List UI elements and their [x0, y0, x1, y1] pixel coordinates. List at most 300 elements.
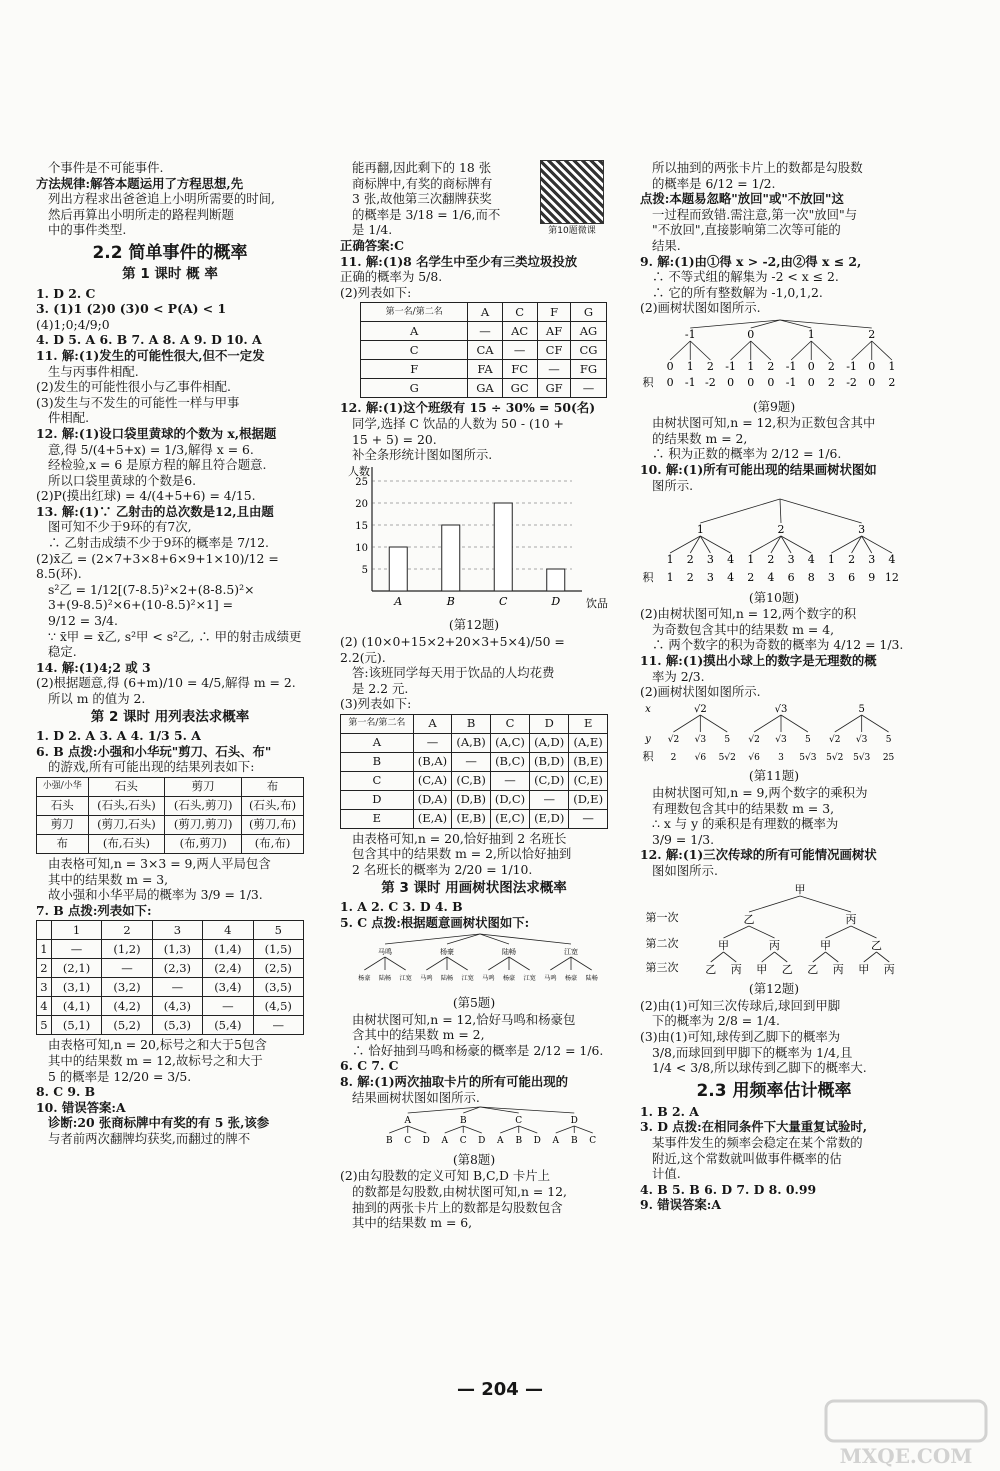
tree-node: -1 — [725, 359, 736, 373]
tree-node: √2 — [667, 734, 680, 745]
tree-node: 5 — [885, 734, 892, 745]
tree-node: 0 — [666, 359, 674, 373]
answer-block — [340, 899, 608, 930]
tree-node: 0 — [747, 375, 755, 389]
answer-line: 9/12 = 3/4. — [48, 613, 118, 629]
tree-branch — [762, 952, 775, 962]
table-cell: CA — [468, 341, 502, 360]
table-row — [361, 379, 607, 398]
table-cell: (5,1) — [51, 1016, 101, 1035]
table-cell: (5,4) — [203, 1016, 253, 1035]
table-cell: (2,4) — [203, 959, 253, 978]
table-cell: (1,2) — [102, 940, 152, 959]
answer-line: 12. 解:(1)这个班级有 15 ÷ 30% = 50(名) — [340, 400, 596, 416]
tree-branch — [800, 896, 851, 912]
table-cell: (D,E) — [569, 790, 608, 809]
answer-line: s²乙 = 1/12[(7-8.5)²×2+(8-8.5)²× — [48, 581, 255, 597]
tree-branch — [550, 957, 571, 970]
answer-line: (2)画树状图如图所示. — [640, 684, 761, 700]
tree-node: 1 — [666, 553, 674, 567]
tree-node: 0 — [747, 327, 755, 341]
answer-line: 然后再算出小明所走的路程判断题 — [48, 206, 234, 222]
answer-line: ∴ 两个数字的积为奇数的概率为 4/12 = 1/3. — [652, 637, 904, 653]
tree-node: 杨豪 — [564, 975, 578, 983]
tree-diagram-12 — [640, 879, 908, 977]
answer-line: 图所示. — [652, 477, 694, 493]
tree-node: √3 — [775, 734, 787, 745]
answer-line: (3)发生与不发生的可能性一样与甲事 — [36, 394, 240, 410]
answer-line: 所以抽到的两张卡片上的数都是勾股数 — [652, 160, 863, 175]
answer-block — [340, 400, 608, 462]
answer-line: (4)1;0;4/9;0 — [36, 316, 110, 332]
table-cell: (3,5) — [253, 978, 303, 997]
tree-diagram-11 — [640, 700, 908, 764]
table-cell: (3,2) — [102, 978, 152, 997]
tree-branch — [364, 957, 385, 970]
bar-B — [442, 525, 460, 591]
table-cell: (剪刀,剪刀) — [165, 815, 242, 834]
tree-branch — [780, 499, 862, 523]
tree-branch — [852, 341, 872, 360]
tree-node: 马鸣 — [544, 975, 557, 983]
answer-block — [36, 1037, 304, 1084]
table-header: 4 — [203, 921, 253, 940]
answer-line: "不放回",直接影响第二次等可能的 — [652, 222, 841, 238]
answer-block — [36, 856, 304, 903]
answer-block — [36, 348, 304, 426]
answer-line: 的结果数 m = 2, — [652, 430, 748, 446]
tree-node: 1 — [747, 359, 755, 373]
answer-line: 8. C 9. B — [36, 1084, 96, 1100]
answer-line: 6. C 7. C — [340, 1058, 399, 1074]
answer-line: 9. 错误答案:A — [640, 1197, 721, 1213]
figure-caption: (第10题) — [748, 589, 800, 605]
tree-branch — [509, 957, 530, 970]
tree-node: A — [404, 1116, 411, 1127]
table-cell: 1 — [37, 940, 52, 959]
answer-line: (2)由(1)可知三次传球后,球回到甲脚 — [640, 997, 841, 1013]
table-cell: (4,3) — [152, 997, 202, 1016]
table-cell: — — [490, 771, 529, 790]
tree-node: 3 — [868, 553, 876, 567]
answer-block — [640, 785, 908, 847]
tree-branch — [519, 1126, 538, 1133]
answer-line: 4. B 5. B 6. D 7. D 8. 0.99 — [640, 1181, 817, 1197]
table-cell: (C,B) — [452, 771, 491, 790]
tree-node: 2 — [777, 523, 785, 537]
tree-node: -1 — [684, 375, 696, 389]
answer-line: ∴ 恰好抽到马鸣和杨豪的概率是 2/12 = 1/6. — [352, 1042, 604, 1058]
answer-line: 由表格可知,n = 20,标号之和大于5包含 — [48, 1037, 267, 1053]
answer-line: 10. 解:(1)所有可能出现的结果画树状图如 — [640, 461, 877, 477]
watermark-text: MXQE.COM — [839, 1444, 973, 1468]
figure-caption: (第11题) — [748, 768, 800, 784]
tree-node: 4 — [767, 571, 775, 585]
table-cell: (2,1) — [51, 959, 101, 978]
answer-line: 结果. — [652, 237, 681, 253]
answer-line: 12. 解:(1)三次传球的所有可能情况画树状 — [640, 847, 877, 863]
answer-line: 10. 错误答案:A — [36, 1099, 126, 1115]
answer-line: 稳定. — [48, 644, 77, 660]
tree-branch — [690, 341, 710, 360]
table-cell: GC — [502, 379, 537, 398]
answer-block — [36, 504, 304, 660]
answer-line: (2)x̄乙 = (2×7+3×8+6×9+1×10)/12 = — [36, 550, 279, 566]
tree-branch — [780, 499, 781, 523]
table-cell: GF — [537, 379, 571, 398]
table-row — [361, 341, 607, 360]
table-header: 石头 — [88, 777, 165, 796]
answer-line: 列出方程求出爸爸追上小明所需要的时间, — [48, 191, 275, 207]
answer-line: 生与丙事件相配. — [48, 363, 139, 379]
table-cell: (C,A) — [413, 771, 452, 790]
tree-node: C — [404, 1136, 412, 1147]
table-cell: (布,剪刀) — [165, 834, 242, 853]
answer-line: 的数都是勾股数,由树状图可知,n = 12, — [352, 1183, 567, 1199]
tree-node: √3 — [774, 703, 788, 715]
column-1 — [36, 160, 304, 1147]
answer-line: (3)由(1)可知,球传到乙脚下的概率为 — [640, 1028, 841, 1044]
tree-node: 丙 — [730, 962, 742, 976]
bar-C — [494, 503, 512, 591]
row-label: 积 — [642, 571, 654, 585]
tree-node: 2 — [827, 375, 835, 389]
tree-node: 1 — [888, 359, 896, 373]
answer-block — [640, 160, 908, 254]
table-header: 3 — [152, 921, 202, 940]
table-cell: — — [452, 752, 491, 771]
table-header: 2 — [102, 921, 152, 940]
tree-node: 3 — [858, 523, 866, 537]
y-tick-label: 15 — [355, 520, 368, 532]
table-row — [37, 1016, 304, 1035]
answer-line: 图可知不少于9环的有7次, — [48, 519, 192, 535]
answer-line: 2 名班长的概率为 2/20 = 1/10. — [352, 862, 533, 878]
table-cell: (A,E) — [569, 733, 608, 752]
answer-line: 的游戏,所有可能出现的结果列表如下: — [48, 759, 255, 775]
table-cell: — — [413, 733, 452, 752]
tree-node: 2 — [848, 553, 856, 567]
tree-node: 乙 — [871, 938, 882, 952]
tree-branch — [864, 952, 877, 962]
tree-branch — [408, 1126, 427, 1133]
tree-node: 3 — [778, 752, 784, 763]
answer-line: 其中的结果数 m = 3, — [48, 871, 169, 887]
tree-branch — [670, 536, 700, 553]
table-cell: (2,3) — [152, 959, 202, 978]
tree-node: 0 — [807, 359, 815, 373]
tree-node: 甲 — [794, 882, 806, 896]
table-header: F — [537, 303, 571, 322]
answer-line: 3 张,故他第三次翻牌获奖 — [352, 191, 492, 207]
answer-line: 抽到的两张卡片上的数都是勾股数包含 — [352, 1199, 563, 1215]
tree-node: 4 — [727, 553, 735, 567]
answer-line: 正确答案:C — [340, 237, 404, 253]
tree-node: 5√2 — [826, 752, 844, 763]
answer-line: 由树状图可知,n = 12,积为正数包含其中 — [652, 415, 876, 431]
answer-block — [36, 426, 304, 504]
answer-line: 结果画树状图如图所示. — [352, 1089, 480, 1105]
answer-line: 方法规律:解答本题运用了方程思想,先 — [36, 175, 244, 191]
tree-node: 6 — [848, 571, 856, 585]
table-cell: (B,D) — [530, 752, 569, 771]
row-label: x — [645, 703, 651, 715]
answer-line: 一过程而致错.需注意,第一次"放回"与 — [652, 206, 858, 222]
table-6 — [36, 777, 304, 854]
tree-node: A — [497, 1136, 504, 1147]
answer-line: 率为 2/3. — [652, 668, 705, 684]
answer-line: 为奇数包含其中的结果数 m = 4, — [652, 621, 835, 637]
table-cell: (布,布) — [242, 834, 304, 853]
figure-caption: (第12题) — [448, 617, 500, 633]
tree-node: 2 — [670, 752, 677, 763]
answer-line: 所以口袋里黄球的个数是6. — [48, 472, 197, 488]
row-label: 第二次 — [645, 936, 679, 950]
table-cell: (3,4) — [203, 978, 253, 997]
table-corner: 小强/小华 — [37, 777, 89, 796]
table-cell: (E,A) — [413, 809, 452, 828]
tree-branch — [780, 320, 872, 328]
tree-branch — [724, 926, 750, 938]
table-cell: — — [253, 1016, 303, 1035]
tree-node: D — [478, 1136, 486, 1147]
table-cell: 5 — [37, 1016, 52, 1035]
tree-branch — [670, 341, 690, 360]
tree-branch — [862, 715, 889, 732]
table-cell: — — [468, 322, 502, 341]
answer-line: (3)列表如下: — [340, 696, 412, 712]
answer-line: 个事件是不可能事件. — [48, 160, 164, 175]
bar-chart — [340, 463, 608, 613]
row-label: 积 — [642, 749, 654, 763]
table-row — [37, 815, 304, 834]
answer-block — [340, 1012, 608, 1059]
tree-branch — [749, 896, 800, 912]
tree-branch — [447, 957, 468, 970]
table-cell: (石头,剪刀) — [165, 796, 242, 815]
tree-node: 3 — [706, 571, 714, 585]
qr-code[interactable] — [536, 160, 608, 242]
answer-line: 由树状图可知,n = 12,恰好马鸣和杨豪包 — [352, 1011, 576, 1027]
tree-node: -1 — [846, 359, 857, 373]
table-cell: CF — [537, 341, 571, 360]
tree-diagram-5 — [340, 930, 608, 990]
tree-node: B — [459, 1116, 467, 1127]
tree-branch — [445, 1126, 464, 1133]
tree-branch — [775, 952, 788, 962]
answer-line: 同学,选择 C 饮品的人数为 50 - (10 + — [352, 415, 564, 431]
tree-node: 2 — [686, 571, 694, 585]
tree-branch — [851, 926, 877, 938]
answer-line: 诊断:20 张商标牌中有奖的有 5 张,该参 — [48, 1115, 270, 1131]
answer-line: 15 + 5) = 20. — [352, 431, 437, 447]
table-cell: (石头,石头) — [88, 796, 165, 815]
tree-node: 马鸣 — [378, 948, 392, 957]
table-cell: FG — [571, 360, 606, 379]
table-cell: A — [341, 733, 414, 752]
tree-node: C — [589, 1136, 597, 1147]
tree-branch — [791, 341, 811, 360]
answer-line: 含其中的结果数 m = 2, — [352, 1027, 485, 1043]
column-3 — [640, 160, 908, 1213]
tree-node: 陆畅 — [585, 975, 598, 983]
tree-node: 乙 — [807, 962, 819, 976]
tree-node: 4 — [807, 553, 815, 567]
answer-line: 经检验,x = 6 是原方程的解且符合题意. — [48, 457, 267, 473]
table-cell: 布 — [37, 834, 89, 853]
x-tick-label: D — [551, 594, 561, 608]
tree-node: -1 — [684, 327, 696, 341]
tree-node: 8 — [807, 571, 815, 585]
answer-block — [340, 160, 530, 238]
answer-line: ∴ 它的所有整数解为 -1,0,1,2. — [652, 284, 823, 300]
table-cell: — — [571, 379, 606, 398]
answer-line: 包含其中的结果数 m = 2,所以恰好抽到 — [352, 846, 572, 862]
tree-node: √2 — [829, 734, 841, 745]
tree-node: 3 — [827, 571, 835, 585]
tree-node: 江宽 — [399, 975, 412, 983]
table-header: 剪刀 — [165, 777, 242, 796]
tree-node: -1 — [785, 359, 797, 373]
table-row — [341, 752, 608, 771]
tree-branch — [724, 952, 737, 962]
y-tick-label: 5 — [361, 564, 368, 576]
tree-branch — [751, 536, 781, 553]
tree-node: B — [515, 1136, 523, 1147]
table-cell: (C,E) — [569, 771, 608, 790]
table-cell: — — [203, 997, 253, 1016]
table-header: 5 — [253, 921, 303, 940]
table-cell: — — [537, 360, 571, 379]
table-cell: 2 — [37, 959, 52, 978]
tree-node: 3 — [787, 553, 795, 567]
table-cell: C — [341, 771, 414, 790]
tree-branch — [835, 715, 862, 732]
answer-line: (2)由树状图可知,n = 12,两个数字的积 — [640, 606, 857, 622]
tree-branch — [826, 926, 852, 938]
answer-line: (2)根据题意,得 (6+m)/10 = 4/5,解得 m = 2. — [36, 675, 296, 691]
table-row — [37, 796, 304, 815]
answer-line: 6. B 点拨:小强和小华玩"剪刀、石头、布" — [36, 743, 272, 759]
answer-block — [640, 998, 908, 1076]
table-cell: AG — [571, 322, 606, 341]
table-cell: (4,2) — [102, 997, 152, 1016]
y-axis-label: 人数 — [348, 464, 370, 478]
row-label: 第三次 — [645, 960, 679, 974]
tree-node: √6 — [694, 752, 707, 763]
answer-line: 计值. — [652, 1166, 681, 1182]
tree-node: 25 — [882, 752, 895, 763]
tree-branch — [480, 1107, 574, 1113]
tree-branch — [711, 952, 724, 962]
y-tick-label: 10 — [355, 542, 368, 554]
table-12 — [340, 714, 608, 829]
answer-line: (2)P(摸出红球) = 4/(4+5+6) = 4/15. — [36, 488, 256, 504]
tree-node: √3 — [855, 734, 868, 745]
answer-line: ∵ x̄甲 = x̄乙, s²甲 < s²乙, ∴ 甲的射击成绩更 — [48, 628, 302, 644]
table-cell: G — [361, 379, 468, 398]
tree-node: -1 — [785, 375, 797, 389]
answer-line: 下的概率为 2/8 = 1/4. — [652, 1013, 780, 1029]
answer-line: 其中的结果数 m = 12,故标号之和大于 — [48, 1052, 263, 1068]
tree-node: 0 — [767, 375, 775, 389]
tree-node: 4 — [727, 571, 735, 585]
tree-branch — [754, 715, 781, 732]
tree-node: 4 — [888, 553, 896, 567]
answer-block — [640, 1104, 908, 1213]
tree-diagram-10 — [640, 493, 908, 585]
answer-line: 1. D 2. A 3. A 4. 1/3 5. A — [36, 728, 201, 744]
tree-node: 2 — [767, 553, 775, 567]
tree-node: 1 — [807, 327, 815, 341]
answer-line: (2)列表如下: — [340, 284, 412, 300]
answer-block — [640, 606, 908, 653]
table-cell: F — [361, 360, 468, 379]
answer-line: 1. A 2. C 3. D 4. B — [340, 899, 463, 915]
answer-block — [640, 653, 908, 700]
page-number: — 204 — — [456, 1379, 544, 1400]
tree-node: 9 — [868, 571, 876, 585]
table-cell: E — [341, 809, 414, 828]
tree-node: 陆畅 — [502, 948, 516, 957]
tree-node: 3 — [706, 553, 714, 567]
answer-block — [640, 847, 908, 878]
lesson-title: 第 3 课时 用画树状图法求概率 — [381, 879, 567, 896]
answer-block — [640, 462, 908, 493]
table-cell: GA — [468, 379, 502, 398]
table-cell: (E,B) — [452, 809, 491, 828]
tree-node: 丙 — [769, 938, 780, 952]
tree-branch — [781, 536, 811, 553]
answer-block — [36, 1100, 304, 1147]
answer-line: 3. (1)1 (2)0 (3)0 < P(A) < 1 — [36, 301, 227, 317]
answer-line: 由表格可知,n = 20,恰好抽到 2 名班长 — [352, 830, 567, 846]
table-cell: CG — [571, 341, 606, 360]
table-cell: 4 — [37, 997, 52, 1016]
answer-line: 其中的结果数 m = 6, — [352, 1215, 473, 1231]
table-cell: (D,C) — [490, 790, 529, 809]
tree-branch — [700, 536, 730, 553]
table-cell: FC — [502, 360, 537, 379]
section-title: 2.3 用频率估计概率 — [696, 1080, 852, 1101]
table-cell: (5,2) — [102, 1016, 152, 1035]
tree-branch — [488, 957, 509, 970]
tree-node: 陆畅 — [378, 975, 392, 983]
tree-node: 江宽 — [461, 975, 474, 983]
table-cell: (4,1) — [51, 997, 101, 1016]
tree-branch — [872, 341, 892, 360]
tree-node: 12 — [884, 571, 899, 585]
answer-line: 4. D 5. A 6. B 7. A 8. A 9. D 10. A — [36, 332, 262, 348]
table-row — [361, 360, 607, 379]
tree-node: √3 — [694, 734, 707, 745]
lesson-title: 第 1 课时 概 率 — [122, 265, 218, 282]
tree-branch — [556, 1126, 575, 1133]
answer-block — [640, 254, 908, 316]
table-cell: — — [502, 341, 537, 360]
table-corner — [37, 921, 52, 940]
answer-block — [340, 254, 608, 301]
table-cell: (3,1) — [51, 978, 101, 997]
answer-line: 有理数包含其中的结果数 m = 3, — [652, 800, 835, 816]
answer-line: 的概率是 3/18 = 1/6,而不 — [352, 206, 501, 222]
table-cell: A — [361, 322, 468, 341]
tree-node: D — [422, 1136, 430, 1147]
table-cell: (E,D) — [530, 809, 569, 828]
table-row — [37, 959, 304, 978]
answer-line: (2)发生的可能性很小与乙事件相配. — [36, 379, 231, 395]
table-row — [37, 834, 304, 853]
